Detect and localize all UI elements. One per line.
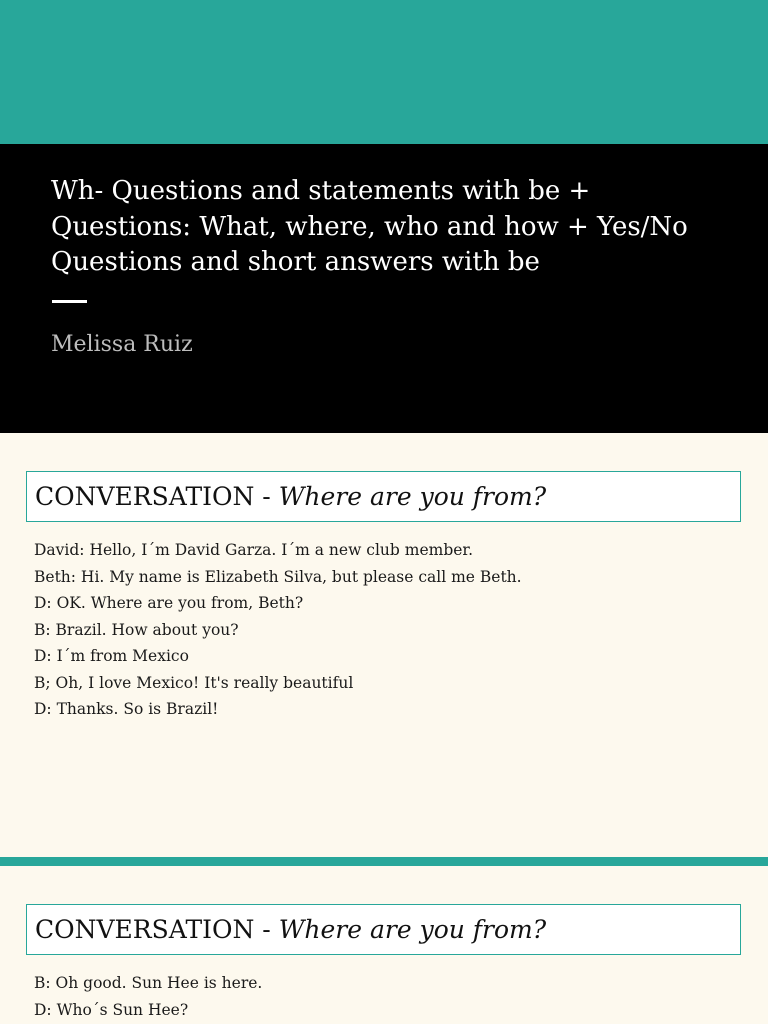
dialogue-line: David: Hello, I´m David Garza. I´m a new club member. xyxy=(34,541,474,559)
conversation-slide xyxy=(0,433,768,857)
dialogue-line: B; Oh, I love Mexico! It's really beautiful xyxy=(34,673,354,692)
slide-heading xyxy=(35,913,546,947)
heading-subtitle: Where are you from? xyxy=(278,915,547,944)
slide-heading xyxy=(35,480,546,514)
dialogue-line: D: I´m from Mexico xyxy=(34,647,189,665)
dialogue-line: B: Oh good. Sun Hee is here. xyxy=(34,974,263,992)
dialogue-list xyxy=(34,537,522,723)
heading-subtitle: Where are you from? xyxy=(278,482,547,511)
heading-prefix: CONVERSATION - xyxy=(35,915,279,944)
author-name: Melissa Ruiz xyxy=(51,332,193,357)
dialogue-list xyxy=(34,970,262,1023)
dialogue-line: D: Thanks. So is Brazil! xyxy=(34,700,219,718)
title-line: Wh- Questions and statements with be + xyxy=(51,176,591,206)
dialogue-line: D: OK. Where are you from, Beth? xyxy=(34,594,304,612)
slide-heading-box xyxy=(26,904,741,955)
slide-separator xyxy=(0,857,768,866)
conversation-slide xyxy=(0,866,768,1024)
title-line: Questions and short answers with be xyxy=(51,247,540,277)
dialogue-line: D: Who´s Sun Hee? xyxy=(34,1000,189,1019)
title-slide xyxy=(0,144,768,433)
title-line: Questions: What, where, who and how + Yes/No xyxy=(51,211,688,242)
title-divider xyxy=(52,300,87,303)
dialogue-line: B: Brazil. How about you? xyxy=(34,620,239,639)
slide-heading-box xyxy=(26,471,741,522)
presentation-title xyxy=(51,174,741,281)
dialogue-line: Beth: Hi. My name is Elizabeth Silva, but please call me Beth. xyxy=(34,567,522,586)
top-accent-band xyxy=(0,0,768,144)
heading-prefix: CONVERSATION - xyxy=(35,482,279,511)
